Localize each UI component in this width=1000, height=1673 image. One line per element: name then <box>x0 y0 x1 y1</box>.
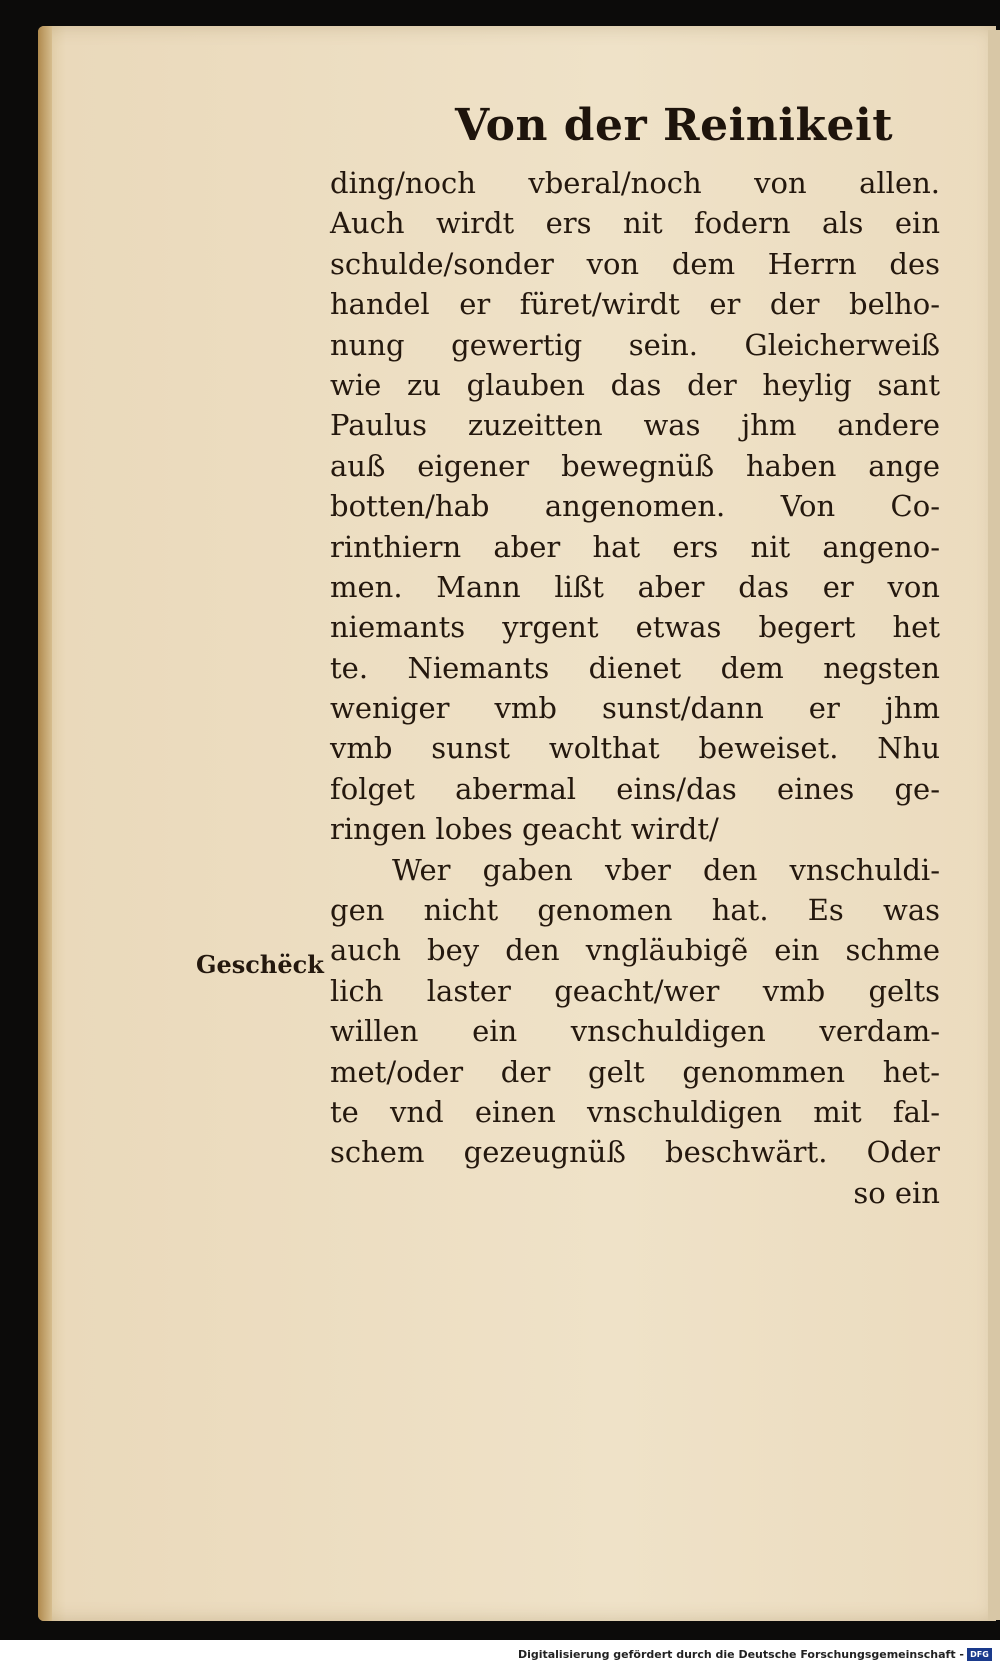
text-line: met/oder der gelt genommen het- <box>330 1054 940 1089</box>
text-line: men. Mann lißt aber das er von <box>330 569 940 604</box>
text-line: folget abermal eins/das eines ge- <box>330 771 940 806</box>
text-line: auch bey den vngläubigẽ ein schme <box>330 933 940 968</box>
text-line: weniger vmb sunst/dann er jhm <box>330 691 940 726</box>
text-line: Wer gaben vber den vnschuldi- <box>392 852 940 887</box>
footer-credit: Digitalisierung gefördert durch die Deutsche Forschungsgemeinschaft - <box>517 1648 964 1661</box>
text-line: handel er füret/wirdt er der belho- <box>330 287 940 322</box>
facing-page-edge <box>988 30 1000 1620</box>
text-line: vmb sunst wolthat beweiset. Nhu <box>330 731 940 766</box>
text-line: te vnd einen vnschuldigen mit fal- <box>330 1094 940 1129</box>
dfg-logo-icon: DFG <box>967 1648 992 1661</box>
text-line: ringen lobes geacht wirdt/ <box>330 812 719 847</box>
text-line: nung gewertig sein. Gleicherweiß <box>330 327 940 362</box>
text-line: niemants yrgent etwas begert het <box>330 610 940 645</box>
marginal-note: Geschëck <box>196 950 324 979</box>
text-line: gen nicht genomen hat. Es was <box>330 893 940 928</box>
text-line: willen ein vnschuldigen verdam- <box>330 1014 940 1049</box>
text-line: wie zu glauben das der heylig sant <box>330 367 940 402</box>
text-line: rinthiern aber hat ers nit angeno- <box>330 529 940 564</box>
text-line: te. Niemants dienet dem negsten <box>330 650 940 685</box>
text-line: schem gezeugnüß beschwärt. Oder <box>330 1135 940 1170</box>
text-line: auß eigener bewegnüß haben ange <box>330 448 940 483</box>
text-line: Paulus zuzeitten was jhm andere <box>330 408 940 443</box>
text-line: schulde/sonder von dem Herrn des <box>330 246 940 281</box>
running-head: Von der Reinikeit <box>455 100 894 151</box>
page-edge <box>38 26 52 1621</box>
text-line: ding/noch vberal/noch von allen. <box>330 166 940 200</box>
catchword: so ein <box>853 1175 940 1210</box>
text-line: Auch wirdt ers nit fodern als ein <box>330 206 940 241</box>
text-line: lich laster geacht/wer vmb gelts <box>330 973 940 1008</box>
body-text <box>330 163 950 1213</box>
digitization-footer <box>0 1640 1000 1673</box>
text-line: botten/hab angenomen. Von Co- <box>330 489 940 524</box>
